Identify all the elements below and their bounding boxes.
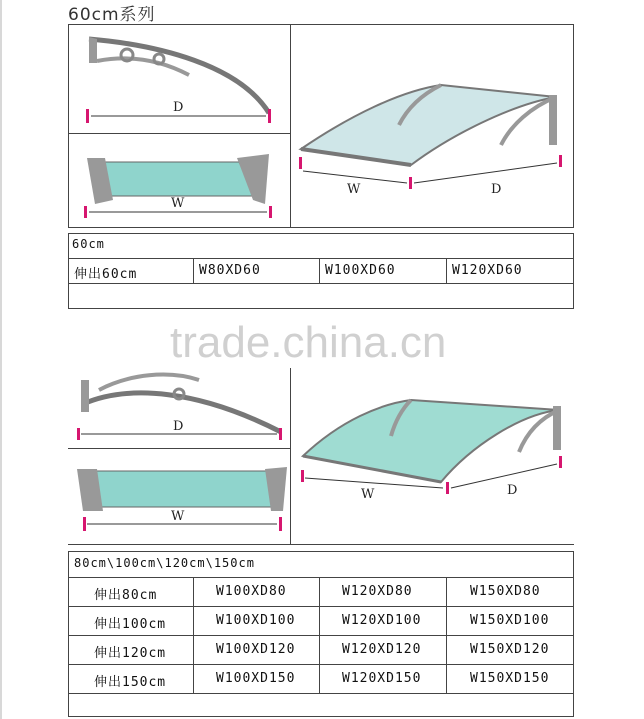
- divider: [68, 693, 574, 694]
- table-cell: W100XD80: [216, 584, 287, 599]
- divider: [68, 635, 574, 636]
- table-cell: 伸出80cm: [94, 588, 158, 603]
- divider: [446, 258, 447, 283]
- dim-label-w: W: [171, 196, 185, 211]
- divider: [68, 664, 574, 665]
- dim-label-w: W: [361, 487, 375, 502]
- divider: [319, 577, 320, 693]
- table-header: 60cm: [72, 237, 105, 251]
- front-view-diagram: [69, 134, 290, 227]
- table-cell: W120XD80: [342, 584, 413, 599]
- side-view-diagram: [69, 360, 290, 448]
- table-cell: 伸出120cm: [94, 646, 167, 661]
- divider: [68, 544, 574, 545]
- section-title: 60cm系列: [68, 5, 156, 25]
- divider: [446, 577, 447, 693]
- table-cell: W150XD150: [470, 671, 550, 686]
- divider: [68, 577, 574, 578]
- table-cell: W100XD60: [325, 263, 396, 278]
- divider: [68, 258, 574, 259]
- table-cell: W100XD120: [216, 642, 296, 657]
- table-cell: W80XD60: [199, 263, 261, 278]
- table-cell: W120XD120: [342, 642, 422, 657]
- divider: [68, 606, 574, 607]
- page-left-edge: [0, 0, 2, 719]
- table-cell: 伸出60cm: [74, 267, 138, 282]
- table-cell: W100XD100: [216, 613, 296, 628]
- table-cell: W100XD150: [216, 671, 296, 686]
- divider: [319, 258, 320, 283]
- table-cell: W150XD100: [470, 613, 550, 628]
- dim-label-d: D: [173, 100, 184, 115]
- dim-label-w: W: [171, 509, 185, 524]
- table-cell: W120XD60: [452, 263, 523, 278]
- table-cell: W150XD120: [470, 642, 550, 657]
- divider: [193, 577, 194, 693]
- divider: [68, 283, 574, 284]
- watermark: trade.china.cn: [170, 318, 447, 367]
- perspective-view-diagram: [291, 370, 573, 542]
- table-cell: W150XD80: [470, 584, 541, 599]
- table-cell: 伸出100cm: [94, 617, 167, 632]
- dim-label-w: W: [347, 182, 361, 197]
- table-header: 80cm\100cm\120cm\150cm: [74, 556, 255, 570]
- divider: [193, 258, 194, 283]
- dim-label-d: D: [173, 419, 184, 434]
- table-cell: 伸出150cm: [94, 675, 167, 690]
- dim-label-d: D: [491, 182, 502, 197]
- side-view-diagram: [69, 25, 290, 133]
- perspective-view-diagram: [291, 25, 573, 227]
- front-view-diagram: [69, 449, 290, 543]
- table-cell: W120XD100: [342, 613, 422, 628]
- dim-label-d: D: [507, 483, 518, 498]
- table-cell: W120XD150: [342, 671, 422, 686]
